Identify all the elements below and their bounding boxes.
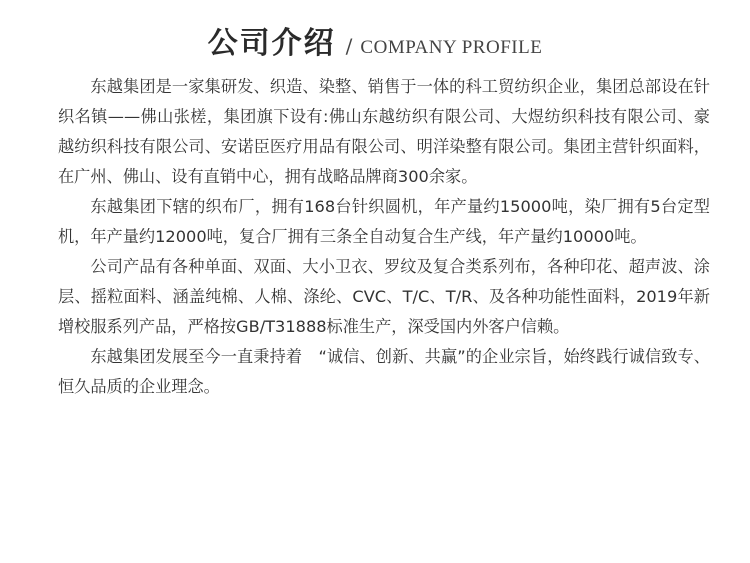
paragraph-philosophy: 东越集团发展至今一直秉持着 “诚信、创新、共赢”的企业宗旨，始终践行诚信致专、恒久品质的企业理念。 xyxy=(58,347,710,396)
paragraph-products: 公司产品有各种单面、双面、大小卫衣、罗纹及复合类系列布，各种印花、超声波、涂层、摇粒面料、涵盖纯棉、人棉、涤纶、CVC、T/C、T/R、及各种功能性面料，2019年新增校服系列产品，严格按GB/T31888标准生产，深受国内外客户信赖。 xyxy=(58,257,710,336)
paragraph-intro: 东越集团是一家集研发、织造、染整、销售于一体的科工贸纺织企业，集团总部设在针织名镇——佛山张槎，集团旗下设有:佛山东越纺织有限公司、大煜纺织科技有限公司、豪越纺织科技有限公司、安诺臣医疗用品有限公司、明洋染整有限公司。集团主营针织面料，在广州、佛山、设有直销中心，拥有战略品牌商300余家。 xyxy=(58,77,710,186)
page-title: 公司介绍 xyxy=(207,26,336,61)
page-subtitle: COMPANY PROFILE xyxy=(360,37,543,58)
paragraph-production: 东越集团下辖的织布厂，拥有168台针织圆机，年产量约15000吨，染厂拥有5台定型机，年产量约12000吨，复合厂拥有三条全自动复合生产线，年产量约10000吨。 xyxy=(58,197,710,246)
page-header xyxy=(0,18,750,62)
title-separator: / xyxy=(345,34,353,58)
profile-body xyxy=(58,72,710,402)
